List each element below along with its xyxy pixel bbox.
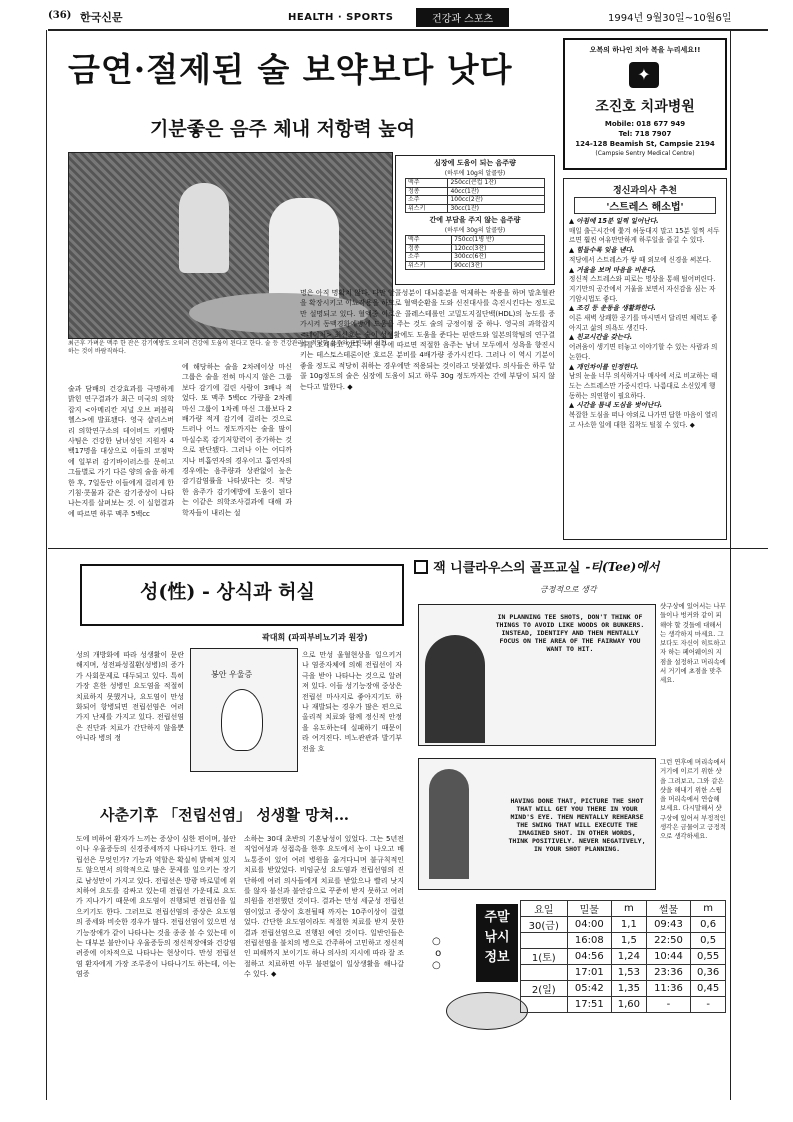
list-item: ▲ 거울을 보며 마음을 비운다. [569, 265, 656, 274]
checkbox-icon [414, 560, 428, 574]
sex-article-subhead: 사춘기후 「전립선염」 성생활 망쳐… [100, 806, 350, 824]
table-row: 16:08 1,5 22:50 0,5 [521, 933, 726, 949]
golfer-silhouette [425, 635, 485, 743]
golf-panel-1-text: IN PLANNING TEE SHOTS, DON'T THINK OF THINGS TO AVOID LIKE WOODS OR BUNKERS. INSTEAD, IDENTIFY AND THEN MENTALLY FOCUS ON THE AREA OF THE FAIRWAY YOU WANT TO HIT. [495, 613, 645, 653]
sex-article-right: 으로 만성 울혈현상을 일으키거나 염증자체에 의해 전립선이 자극을 받아 나타나는 것으로 알려져 있다. 이들 성기능장애 중상은 전립선 마사지로 좋아지기도 하나 재발되는 경우가 많은 편으로 올리적 치료와 함께 정신적 안정을 유도하는데 실패하기 때문이라 여겨진다. 비노관관과 발기부전을 호 [302, 651, 402, 753]
table-row: 맥주 250cc(큰컵 1잔) [406, 179, 545, 188]
dental-tel: Tel: 718 7907 [618, 130, 672, 138]
cartoon-label: 봉안 우울증 [211, 670, 253, 679]
list-item: 어려움이 생기면 터놓고 이야기할 수 있는 사람과 의논한다. [569, 343, 718, 361]
table-row: 소주 300cc(6잔) [406, 253, 545, 262]
golf-title-suffix: -티(Tee)에서 [585, 560, 660, 574]
chart-table-liver [405, 235, 545, 270]
list-item: 매일 출근시간에 쫓겨 허둥대지 말고 15분 일찍 서두르면 훨씬 여유만만하게 하루일을 즐길 수 있다. [569, 226, 720, 245]
table-row: 맥주 750cc(1병 반) [406, 236, 545, 245]
list-item: ▲ 시간을 틈내 도심을 벗어난다. [569, 401, 663, 410]
tide-header: 밀물 [567, 901, 612, 917]
table-row: 30(금) 04:00 1,1 09:43 0,6 [521, 917, 726, 933]
section-title-ko: 건강과 스포츠 [416, 8, 509, 27]
section-title-en: HEALTH · SPORTS [288, 12, 394, 23]
cartoon-face [221, 689, 263, 751]
list-item: ▲ 개인차이를 인정한다. [569, 362, 639, 371]
chart-title-heart: 심장에 도움이 되는 음주량 [434, 159, 516, 167]
chart-title-liver: 간에 부담을 주지 않는 음주량 [429, 216, 521, 224]
dental-tagline: 오복의 하나인 치아 복을 누리세요!! [589, 46, 701, 54]
right-page-edge [730, 30, 731, 1100]
tide-table [520, 900, 726, 1013]
stress-kicker: 정신과의사 추천 [613, 186, 677, 196]
photo-caption: 최근후 가벼운 맥주 한 잔은 감기예방도 오히려 건강에 도움이 된다고 한다. 술 등 건강관리는 적당한 음주와 금연부터 실천하는 것이 바람직하다. [68, 340, 387, 355]
table-row: 17:51 1,60 - - [521, 997, 726, 1013]
dental-name: 조진호 치과병원 [595, 99, 695, 115]
list-item: ▲ 조깅 등 운동을 생활화한다. [569, 304, 656, 313]
tide-header: m [612, 901, 647, 917]
golf-panel-2 [418, 758, 656, 890]
main-article-col1: 술과 담배의 건강효과를 극명하게 밝힌 연구결과가 최근 미국의 의학잡지 <아메리칸 저널 오브 퍼블릭 헬스>에 발표됐다. 영국 샬리스버리 의학연구소의 데이비드 키쎌박사팀은 건강한 남녀성인 지원자 4백17명을 대상으로 이들의 코점막에 일부러 감기바이러스를 문히고 그들별로 가기 다른 양의 술을 하게 한 후, 7일동안 이들에게 걸리게 한 기침·콧물과 같은 감기증상이 나타나는지를 살펴보는 것. 이 실험결과에 따르면 하루 맥주 5백cc [68, 385, 174, 518]
list-item: ▲ 친교시간을 갖는다. [569, 333, 633, 342]
list-item: 복잡한 도심을 떠나 야외로 나가면 답한 마음이 열리고 사소한 일에 대한 집착도 털칠 수 있다. ◆ [569, 411, 718, 429]
bubbles-icon: ○ o ○ [432, 936, 442, 971]
list-item: 적당에서 스트레스가 쌓 때 외모에 신경을 써본다. [569, 255, 712, 264]
sex-article-col1: 도에 비하여 환자가 느끼는 증상이 심한 편이며, 불안이나 우울증등의 신경증세까지 나타나기도 한다. 전립선은 무엇인가? 기능과 역할은 확실히 밝혀져 있지도 않으면서 의학적으로 많은 문제를 일으키는 장기로 남성만이 가지고 있다. 전립선은 방광 바로밑에 위치하여 요도를 감싸고 있는데 전립선 가운데로 요도가 지나가기 때문에 요도염이 진행되면 전립선을 일으키기도 한다. 그러므로 전립선염의 증상은 요도염의 증세와 비슷한 경우가 많다. 전립선염이 있으면 성기능장애가 같이 나타나는 것을 종종 볼 수 있는데 이는 대부분 불안이나 우울증등의 정신적장애와 건강염려증에 이차적으로 나타나는 현상이다. 만성 전립선염 환자에게 가장 조루증이 나타나기도 하는데, 이는 염증 [76, 835, 236, 979]
chart-sub-heart: (하루에 10g의 알콜량) [444, 170, 506, 177]
tide-header: m [691, 901, 726, 917]
cartoon-depression [190, 648, 298, 772]
sex-article-byline: 곽대희 (파피부비뇨기과 원장) [262, 633, 368, 642]
section-divider [48, 548, 768, 549]
golf-panel-2-text: HAVING DONE THAT, PICTURE THE SHOT THAT WILL GET YOU THERE IN YOUR MIND'S EYE. THEN MENTALLY REHEARSE THE SWING THAT WILL EXECUTE THE IMAGINED SHOT. IN OTHER WORDS, THINK POSITIVELY. NEVER NEGATIVELY, IN YOUR SHOT PLANNING. [508, 797, 646, 853]
tooth-icon: ✦ [629, 62, 659, 88]
table-row: 위스키 30cc(1잔) [406, 204, 545, 213]
table-row [521, 901, 726, 917]
stress-box [563, 178, 727, 540]
list-item: 남의 눈을 너무 의식하거나 매사에 서로 비교하는 태도는 스트레스만 가중시킨다. 나름대로 소신있게 행동하는 의연함이 필요하다. [569, 372, 718, 400]
sex-title-box [80, 564, 404, 626]
sex-article-left: 성의 개방화에 따라 성생활이 문란해지며, 성전파성질환(성병)의 증가가 사회문제로 대두되고 있다. 특히 가장 흔한 성병인 요도염을 적절히 치료하지 못했거나, 요도염이 만성화되어 항병되면 전립선염은 여러가지 난제를 가지고 있다. 전립선염은 진단과 치료가 간단하지 않을뿐 아니라 병의 정 [76, 651, 184, 743]
list-item: ▲ 힘들수록 잊을 낸다. [569, 246, 635, 255]
fishing-info-label: 주말 낚시 정보 [476, 904, 518, 982]
golfer-swing [429, 769, 469, 879]
sex-article-col2: 소하는 30대 초반의 기혼남성이 있었다. 그는 5년전 직업여성과 성접촉을 한후 요도에서 농이 나오고 배뇨통증이 있어 여러 병원을 옮겨다니며 불규칙적인 치료를 받았었다. 비임균성 요도염과 전립선염의 진단하에 여러 의사들에게 치료를 받았으나 빨리 낫지를 않자 불신과 불안감으로 꾸준히 받지 못하고 여러 의원을 전전했던 것이다. 결과는 만성 세균성 전립선염이었고 증상이 호전될때 까지는 10주이상이 걸렸었다. 간단한 요도염이라도 적절한 치료를 받지 못한 결과 전립선염으로 진행된 예인 것이다. 일반인들은 전립선염을 불치의 병으로 간주하여 고민하고 정신적인 피해까지 보이기도 하나 의사의 지시에 따라 잘 조절하고 치료하면 아무 불편없이 일상생활을 해나갈 수 있다. ◆ [244, 835, 404, 979]
dental-ad [563, 38, 727, 170]
table-row: 1(토) 04:56 1,24 10:44 0,55 [521, 949, 726, 965]
main-article-col3: 명은 아직 명확치 않다. 다만 알콜성분이 대뇌흥분을 억제하는 작용을 하며 말초혈관을 확장시키고 이뇨작용을 하므로 혈액순환을 도와 신진대사를 촉진시킨다는 정도로만 설명되고 있다. 혈액중 이로운 콜레스테롤인 고밀도지질단백(HDL)의 농도를 증가시켜 동맥경화예방에 도움을 주는 것도 술의 긍정이점 중 하나. 영국의 과학잡지 <네이처> 최신호는 술이 성생활에도 도움을 준다는 핀란드와 일본의학팀의 연구결과를 소개하고 있다. 이 연구에 따르면 적절한 음주는 남녀 모두에서 성욕을 향진시키는 테스토스테론이란 호르몬 분비를 4배가량 증가시킨다. 그러나 이 역시 기분이 좋을 정도로 적당히 취하는 경우에만 적용되는 것이라고 덧붙였다. 의사들은 하루 알콜 10g정도의 술은 심장에 도움이 되고 하루 30g 정도까지는 간에 부담이 되지 않는다고 말한다. ◆ [300, 289, 555, 391]
table-row: 소주 100cc(2잔) [406, 196, 545, 205]
golf-panel-1-note: 샷구상에 있어서는 나무들이나 벙커와 같이 피해야 할 것들에 대해서는 생각하지 마세요. 그보다도 자신이 히트하고자 하는 페어웨이의 지점을 설정하고 머리속에서 거기에 초점을 맞추세요. [660, 602, 726, 685]
main-article-col2: 에 해당하는 술을 2차례이상 마신 그룹은 술을 전혀 마시지 않은 그룹보다 감기에 걸린 사람이 3배나 적었다. 또 맥주 5백cc 가량을 2차례 마신 그룹이 1차례 마신 그룹보다 2배가량 적게 감기에 걸리는 것으로 드러나 어느 정도까지는 술을 많이 마실수록 감기저항력이 증가하는 것으로 판단됐다. 그러나 이는 어디까지나 비흡연자의 경우이고 흡연자의 경우에는 음주량과 상관없이 높은 감기감염률을 나타냈다는 것. 적당한 음주가 감기예방에 도움이 된다는 이같은 의학조사결과에 대해 과학자들이 내리는 설 [182, 363, 292, 517]
tide-header: 요일 [521, 901, 568, 917]
sex-article-title: 성(性) - 상식과 허실 [140, 581, 315, 603]
left-page-edge [46, 30, 47, 1100]
page-header [48, 6, 768, 28]
table-row: 정종 120cc(3잔) [406, 244, 545, 253]
golf-panel-1 [418, 604, 656, 746]
fishing-info-box [416, 896, 526, 1046]
issue-date: 1994년 9월30일~10월6일 [608, 13, 732, 24]
table-row: 17:01 1,53 23:36 0,36 [521, 965, 726, 981]
golf-subtitle: 긍정적으로 생각 [540, 585, 597, 594]
header-rule [48, 29, 768, 31]
chart-sub-liver: (하루에 30g의 알콜량) [444, 227, 506, 234]
stress-list [564, 217, 726, 430]
page-number: (36) [48, 10, 72, 21]
tide-header: 썰물 [646, 901, 691, 917]
chart-table-heart [405, 178, 545, 213]
list-item: 이른 새벽 상쾌한 공기를 마시면서 달리면 체력도 좋아지고 삶의 의욕도 생긴다. [569, 314, 718, 332]
table-row: 위스키 90cc(3잔) [406, 261, 545, 270]
photo-figure-left [179, 183, 229, 273]
dental-mobile: Mobile: 018 677 949 [604, 120, 686, 128]
list-item: 정신적 스트레스와 피로는 명상을 통해 털어버린다. 지기만의 공간에서 거울을 보면서 자신감을 심는 자기암시법도 좋다. [569, 275, 716, 303]
main-subheadline: 기분좋은 음주 체내 저항력 높여 [150, 118, 416, 140]
paper-name: 한국신문 [80, 11, 123, 24]
golf-panel-2-note: 그런 연후에 머리속에서 거기에 이르기 위한 샷을 그려보고, 그와 같은 샷을 해내기 위한 스윙을 머리속에서 연습해 보세요. 다시말해서 샷구상에 있어서 부정적인 생각은 금물이고 긍정적으로 생각하세요. [660, 758, 726, 841]
stress-title: '스트레스 해소법' [574, 197, 716, 214]
fish-icon [446, 992, 528, 1030]
dental-centre: (Campsie Sentry Medical Centre) [595, 150, 695, 157]
list-item: ▲ 아침에 15분 일찍 일어난다. [569, 217, 659, 225]
alcohol-chart [395, 155, 555, 285]
dental-address: 124-128 Beamish St, Campsie 2194 [575, 140, 715, 148]
table-row: 2(일) 05:42 1,35 11:36 0,45 [521, 981, 726, 997]
table-row: 정종 40cc(1잔) [406, 187, 545, 196]
main-headline: 금연·절제된 술 보약보다 낫다 [68, 50, 513, 89]
golf-title-text: 잭 니클라우스의 골프교실 [433, 561, 581, 576]
golf-title [414, 556, 724, 578]
